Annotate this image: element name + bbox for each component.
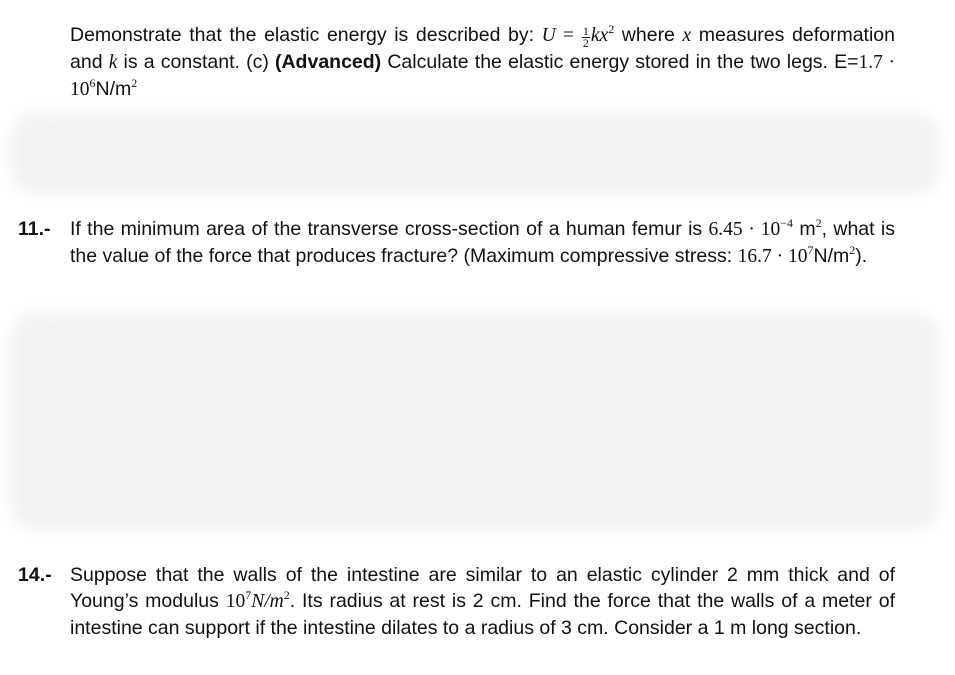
- math-exp: −4: [780, 216, 794, 230]
- frac-numerator: 1: [582, 24, 589, 38]
- math-exp: 7: [245, 588, 252, 602]
- problem-11: [18, 216, 895, 270]
- text-run: Calculate the elastic energy stored in the two legs. E=: [381, 51, 859, 73]
- math-exp: 7: [807, 243, 814, 257]
- problem-14-text: [70, 562, 895, 641]
- math-value: 10: [225, 591, 246, 612]
- math-exp: 2: [608, 22, 615, 36]
- text-run: where: [614, 24, 683, 46]
- text-run: . Its radius at rest is 2 cm. Find the force that the walls of a meter of intestine can support if the intestine dilates to a radius of 3 cm. Consider a 1 m long section.: [70, 590, 895, 639]
- text-run: measures deformation and: [70, 24, 895, 73]
- problem-number: 11.-: [18, 218, 51, 240]
- text-run: Demonstrate that the elastic energy is described by:: [70, 24, 542, 46]
- text-run: Suppose that the walls of the intestine are similar to an elastic cylinder 2 mm thick and of Young’s modulus: [70, 564, 895, 612]
- text-run: If the minimum area of the transverse cross-section of a human femur is: [70, 218, 709, 240]
- math-var: k: [108, 52, 118, 73]
- math-exp: 2: [849, 243, 856, 257]
- math-var: kx: [590, 25, 609, 46]
- math-var: x: [682, 25, 692, 46]
- math-op: =: [555, 25, 581, 46]
- math-exp: 2: [131, 76, 138, 90]
- unit: m: [793, 218, 816, 240]
- math-value: 16.7 · 10: [737, 246, 808, 267]
- problem-number: 14.-: [18, 564, 52, 586]
- text-run: is a constant. (c): [117, 51, 275, 73]
- problem-10-text: [70, 22, 895, 103]
- unit: N/m: [95, 78, 132, 100]
- fraction-one-half: [582, 26, 590, 49]
- redacted-region: [10, 112, 940, 194]
- advanced-label: (Advanced): [274, 51, 382, 73]
- text-run: , what is the value of the force that produces fracture? (Maximum compressive stress:: [70, 218, 895, 267]
- unit: N/m: [813, 245, 850, 267]
- problem-11-text: [70, 216, 895, 270]
- problem-14: [18, 562, 895, 641]
- math-var: U: [541, 25, 556, 46]
- redacted-region: [10, 312, 940, 530]
- unit: N/m: [251, 591, 284, 612]
- math-value: 6.45 · 10: [708, 219, 781, 240]
- math-value: 1.7 · 10: [70, 52, 896, 100]
- math-exp: 2: [283, 588, 290, 602]
- frac-denominator: 2: [582, 36, 589, 50]
- text-run: ).: [855, 245, 868, 267]
- math-exp: 6: [89, 76, 96, 90]
- math-exp: 2: [815, 216, 822, 230]
